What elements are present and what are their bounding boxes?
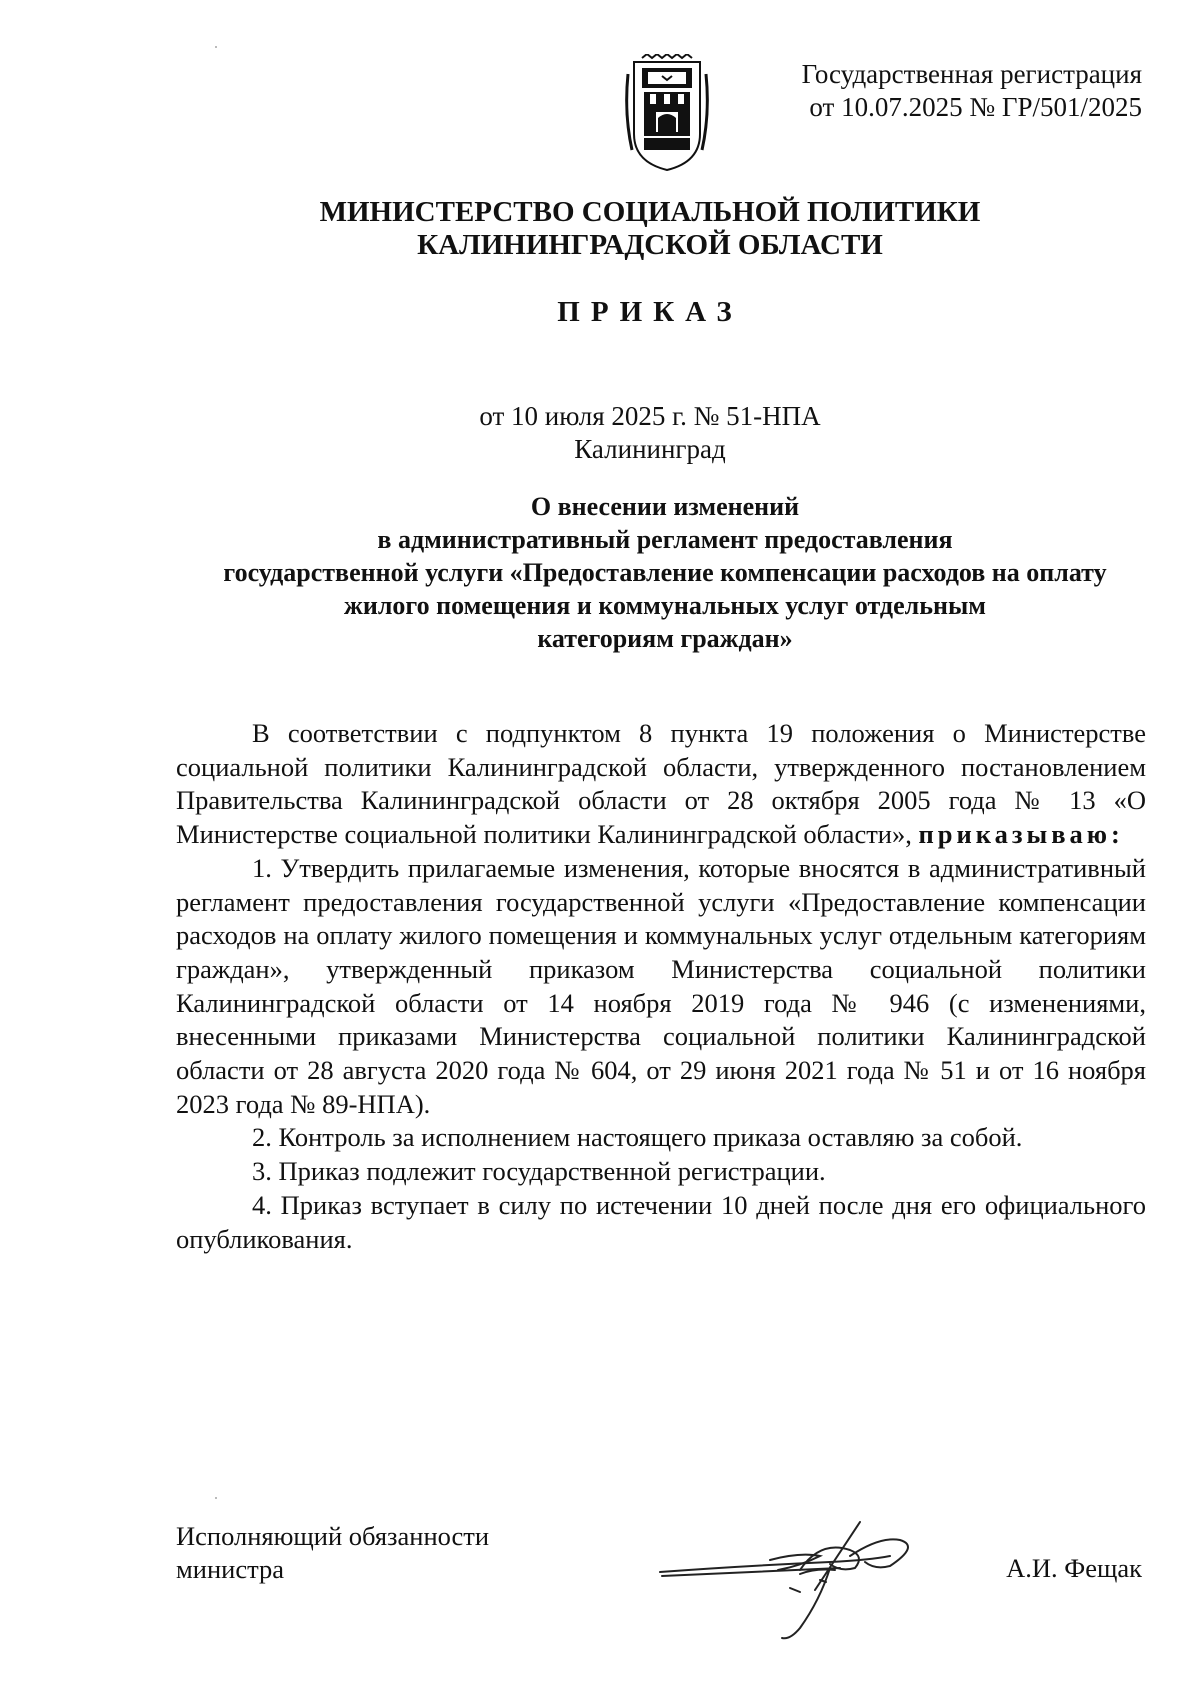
item-4: 4. Приказ вступает в силу по истечении 10 дней после дня его официального опубликования.	[176, 1189, 1146, 1254]
order-info	[100, 400, 1200, 466]
item-2: 2. Контроль за исполнением настоящего приказа оставляю за собой.	[252, 1122, 1023, 1153]
handwritten-signature	[650, 1510, 950, 1650]
order-body	[176, 717, 1146, 1256]
signer-position-line-2: министра	[176, 1554, 284, 1584]
order-title: ПРИКАЗ	[557, 296, 743, 328]
coat-of-arms-icon	[622, 54, 712, 174]
ministry-header	[100, 196, 1200, 262]
registration-line-2: от 10.07.2025 № ГР/501/2025	[809, 92, 1142, 122]
order-date-number: от 10 июля 2025 г. № 51-НПА	[479, 401, 821, 431]
decree-word: приказываю:	[918, 819, 1124, 850]
item-1: 1. Утвердить прилагаемые изменения, которые вносятся в административный регламент предоставления государственной услуги «Предоставление компенсации расходов на оплату жилого помещения и коммунальных услуг отдельным категориям граждан», утвержденный приказом Министерства социальной политики Калининградской области от 14 ноября 2019 года № 946 (с изменениями, внесенными приказами Министерства социальной политики Калининградской области от 28 августа 2020 года № 604, от 29 июня 2021 года № 51 и от 16 ноября 2023 года № 89-НПА).	[176, 852, 1146, 1119]
preamble-paragraph	[176, 717, 1146, 852]
state-registration	[802, 58, 1142, 124]
scan-speck	[215, 1497, 217, 1499]
signer-position	[176, 1520, 489, 1586]
signer-name: А.И. Фещак	[1006, 1553, 1142, 1583]
signer-position-line-1: Исполняющий обязанности	[176, 1521, 490, 1551]
order-city: Калининград	[574, 434, 726, 464]
registration-line-1: Государственная регистрация	[801, 59, 1142, 89]
preamble-text: В соответствии с подпунктом 8 пункта 19 положения о Министерстве социальной политики Калининградской области, утвержденного постановлением Правительства Калининградской области от 28 октября 2005 года № 13 «О Министерстве социальной политики Калининградской области»,	[176, 718, 1146, 850]
scan-speck	[215, 46, 217, 48]
subject-line-2: в административный регламент предоставления	[377, 525, 953, 554]
subject-line-5: категориям граждан»	[537, 624, 793, 653]
order-subject	[170, 490, 1160, 655]
subject-line-3: государственной услуги «Предоставление компенсации расходов на оплату	[223, 558, 1107, 587]
ministry-line-2: КАЛИНИНГРАДСКОЙ ОБЛАСТИ	[417, 229, 883, 261]
ministry-line-1: МИНИСТЕРСТВО СОЦИАЛЬНОЙ ПОЛИТИКИ	[319, 196, 981, 228]
item-3: 3. Приказ подлежит государственной регистрации.	[252, 1156, 826, 1187]
subject-line-1: О внесении изменений	[530, 492, 800, 521]
subject-line-4: жилого помещения и коммунальных услуг отдельным	[344, 591, 986, 620]
